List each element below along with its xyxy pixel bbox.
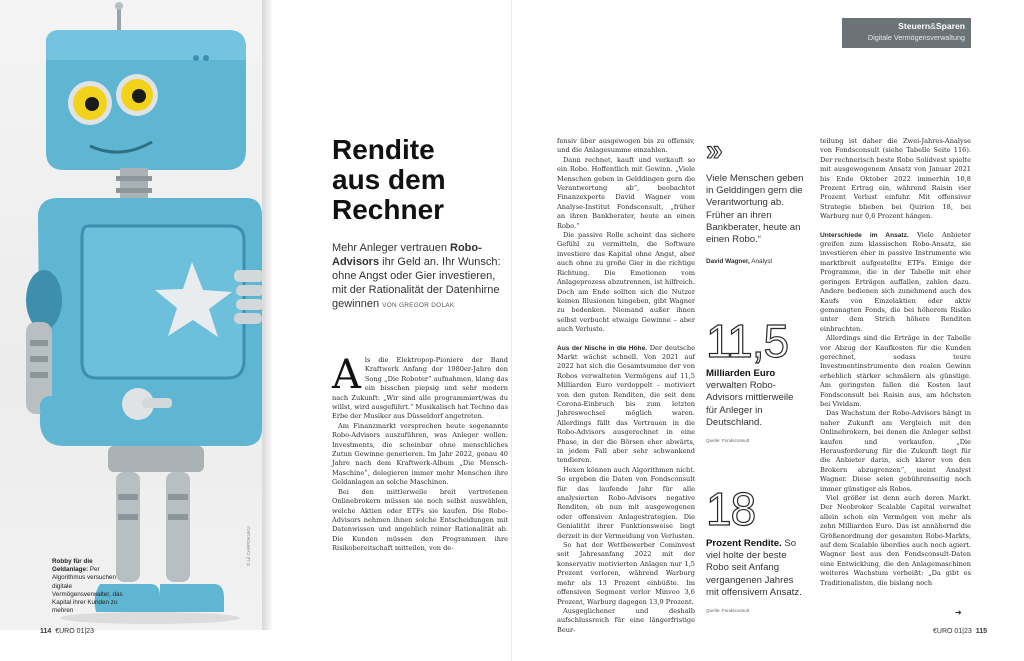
paragraph: Hexen können auch Algorithmen nicht. So ergeben die Daten von Fondsconsult für das laufende Jahr für alle analysierten Robo-Advisors negative Renditen, ob nun mit ausgewogenen oder offensiven Anlagestrategien. Die Genialität ihrer Funktionsweise liegt derzeit in der Vermeidung von Verlusten.	[557, 465, 695, 540]
pull-quote	[706, 134, 804, 266]
robot-illustration	[0, 0, 270, 630]
folio-left	[40, 628, 94, 635]
quote-text: Viele Menschen geben in Gelddingen gern die Verantwortung ab. Früher an ihren Bankberater, heute an einen Robo.“	[706, 173, 804, 246]
body-column-3	[820, 137, 971, 588]
paragraph: Die passive Rolle scheint das sichere Gefühl zu vermitteln, die Software investiere das Kapital ohne Angst, aber auch ohne zu große Gier in die richtige Richtung. Die Emotionen vom Anlageprozess abzutrennen, ist hilfreich. Doch am Ende sollten sich die Nutzer keinen Illusionen hingeben, gibt Wagner zu bedenken. Niemand außer ihnen selbst verbucht etwaige Gewinne – aber auch Verluste.	[557, 231, 695, 334]
section-subtitle: Digitale Vermögensverwaltung	[867, 33, 965, 42]
paragraph: teilung ist daher die Zwei-Jahres-Analyse von Fondsconsult (siehe Tabelle Seite 116). Der rechnerisch beste Robo Solidvest spielte mit ausgewogenem Ansatz von Januar 2021 bis Ende Oktober 2022 immerhin 10,8 Prozent Ertrag ein, während Raisin vier Prozent Verlust einfuhr. Mit offensiver Strategie blieben bei Quirion 18, bei Warburg nur 0,6 Prozent hängen.	[820, 137, 971, 221]
caption-text: Per Algorithmus versuchen digitale Vermögensverwalter, das Kapital ihrer Kunden zu mehren	[52, 566, 123, 615]
paragraph: Bei den mittlerweile breit vertretenen Onlinebrokern müssen sie noch selbst auswählen, welche Aktien oder ETFs sie kaufen. Die Robo-Advisors nehmen ihnen solche Entscheidungen mit Datenwissen und angeblich reiner Rationalität ab. Die Kunden müssen den Programmen ihre Risikobereitschaft mitteilen, von de-	[332, 487, 508, 553]
page-number: 115	[975, 628, 987, 635]
section-title: Steuern&Sparen	[898, 21, 965, 31]
drop-cap: A	[332, 352, 361, 398]
paragraph: Unterschiede im Ansatz. Viele Anbieter greifen zum klassischen Robo-Ansatz, sie investieren eher in passive Instrumente wie marktbreit aufgestellte ETFs. Einige der Programme, die in der Tabelle mit eher geringen Erträgen auffallen, zahlen dazu. Andere bedienen sich zunehmend auch des Kaufs von Einzelaktien oder aktiv gemanagten Fonds, die bei höherem Risiko unter dem Strich höhere Renditen einbrachten.	[820, 230, 971, 333]
paragraph: Als die Elektropop-Pioniere der Band Kraftwerk Anfang der 1980er-Jahre den Song „Die Roboter“ aufnahmen, klang das ein bisschen piepsig und sehr modern nach Zukunft: „Wir sind alle programmiert/was du willst, wird ausgeführt.“ Musikalisch hat Techno das Erbe der Musiker aus Düsseldorf angetreten.	[332, 352, 508, 421]
section-tab	[842, 18, 971, 48]
stat-source: Quelle: Fondsconsult	[706, 608, 750, 614]
magazine-issue: €URO 01|23	[55, 628, 94, 635]
subheading: Aus der Nische in die Höhe.	[557, 344, 648, 352]
paragraph: Am Finanzmarkt versprechen heute sogenannte Robo-Advisors auszuführen, was Anleger wollen: Investments, die scheinbar ohne menschliches Zutun Gewinne generieren. Im Jahr 2022, genau 40 Jahre nach dem Kraftwerk-Album „Die Mensch-Maschine“, delegieren immer mehr Menschen ihre Geldanlagen an solche Maschinen.	[332, 421, 508, 487]
stat-number: 18	[706, 483, 756, 535]
byline: VON GREGOR DOLAK	[382, 302, 455, 309]
headline-line-3: Rechner	[332, 194, 445, 225]
body-column-2	[557, 137, 695, 635]
paragraph: So hat der Wettbewerber Cominvest seit Jahresanfang 2022 mit der konservativ motivierten Anlagen nur 1,5 Prozent verloren, während Warburg mehr als 13 Prozent einbüßte. Im offensiven Segment verlor Minveo 3,6 Prozent, Warburg dagegen 13,9 Prozent.	[557, 541, 695, 606]
paragraph: Allerdings sind die Erträge in der Tabelle vor Abzug der Kaufkosten für die Kunden gerechnet, sodass teure Investmentinstrumente den realen Gewinn erheblich stärker schmälern als günstige. Am geringsten fallen die Kosten laut Fondsconsult bei Raisin aus, am höchsten bei Vividam.	[820, 334, 971, 408]
continue-arrow-icon: ➔	[955, 608, 962, 617]
subheading: Unterschiede im Ansatz.	[820, 231, 909, 239]
caption-bold: Robby für die Geldanlage:	[52, 558, 93, 574]
paragraph: Aus der Nische in die Höhe. Der deutsche Markt wächst schnell. Von 2021 auf 2022 hat sich die Gesamtsumme der von Robos verwalteten Vermögens auf 11,5 Milliarden Euro verdoppelt – motiviert von den guten Renditen, die seit dem Corona-Einbruch bis zum letzten Jahreswechsel möglich waren. Allerdings fällt das Vertrauen in die Robo-Advisors ausgerechnet in eine Phase, in der die Börsen eher abwärts, in jedem Fall aber sehr schwankend tendieren.	[557, 343, 696, 465]
robot-icon	[0, 0, 270, 630]
deck-pre: Mehr Anleger vertrauen	[332, 242, 451, 254]
stat-box	[706, 483, 806, 614]
page-number: 114	[40, 628, 52, 635]
deck-bold: Robo-Advisors	[332, 242, 482, 268]
folio-right	[933, 628, 987, 635]
image-caption	[52, 558, 124, 615]
paragraph: Ausgeglichener und deshalb aufschlussreich für eine längerfristige Beur-	[557, 606, 695, 634]
article-deck	[332, 241, 510, 313]
stat-source: Quelle: Fondsconsult	[706, 438, 750, 444]
paragraph: Dann rechnet, kauft und verkauft so ein Robo. Hoffentlich mit Gewinn. „Viele Menschen geben in Gelddingen gern die Verantwortung ab“, beobachtet Finanzexperte David Wagner vom Analyse-Institut Fondsconsult, „früher an ihren Bankberater, heute an einen Robo.“	[557, 155, 695, 230]
magazine-issue: €URO 01|23	[933, 628, 972, 635]
deck-post: ihr Geld an. Ihr Wunsch: ohne Angst oder Gier investieren, mit der Rationalität der Datenhirne gewinnen	[332, 256, 501, 310]
stat-text: Prozent Rendite. So viel holte der beste Robo seit Anfang vergangenen Jahres mit offensivem Ansatz.	[706, 538, 802, 598]
paragraph: Viel größer ist denn auch deren Markt. Der Neobroker Scalable Capital verwaltet allein schon ein Vermögen von mehr als zehn Milliarden Euro. Das ist annähernd die Größenordnung der gesamten Robo-Markts, auf dem Scalable überdies auch noch agiert. Wagner liest aus den Fondsconsult-Daten eine Entwicklung, die den Anlagemaschinen weiteres Wachstum verheißt: „Da gibt es Traditionalisten, die bislang noch	[820, 494, 971, 587]
image-credit: © Lil CARPOKUKU	[246, 526, 251, 566]
stat-number: 11,5	[706, 315, 789, 367]
article-headline	[332, 135, 507, 225]
headline-line-1: Rendite	[332, 134, 435, 165]
stat-box	[706, 315, 806, 444]
paragraph: fensiv über ausgewogen bis zu offensiv, und die Anlagesumme einzahlen.	[557, 137, 695, 155]
paragraph: Das Wachstum der Robo-Advisors hängt in naher Zukunft am Vergleich mit den Onlinebrokern, bei denen die Anleger selbst kaufen und verkaufen. „Die Herausforderung für die Zukunft liegt für die Anbieter darin, sich klarer von den Brokern abzugrenzen“, meint Analyst Wagner. Diese seien gebührenseitig noch immer günstiger als Robos.	[820, 409, 971, 493]
body-column-1	[332, 352, 508, 554]
wall-edge	[262, 0, 272, 630]
quote-author: David Wagner, Analyst	[706, 258, 773, 266]
quote-mark: »	[706, 134, 719, 167]
headline-line-2: aus dem	[332, 164, 446, 195]
stat-text: Milliarden Euro verwalten Robo-Advisors mittlerweile für Anleger in Deutschland.	[706, 368, 794, 428]
